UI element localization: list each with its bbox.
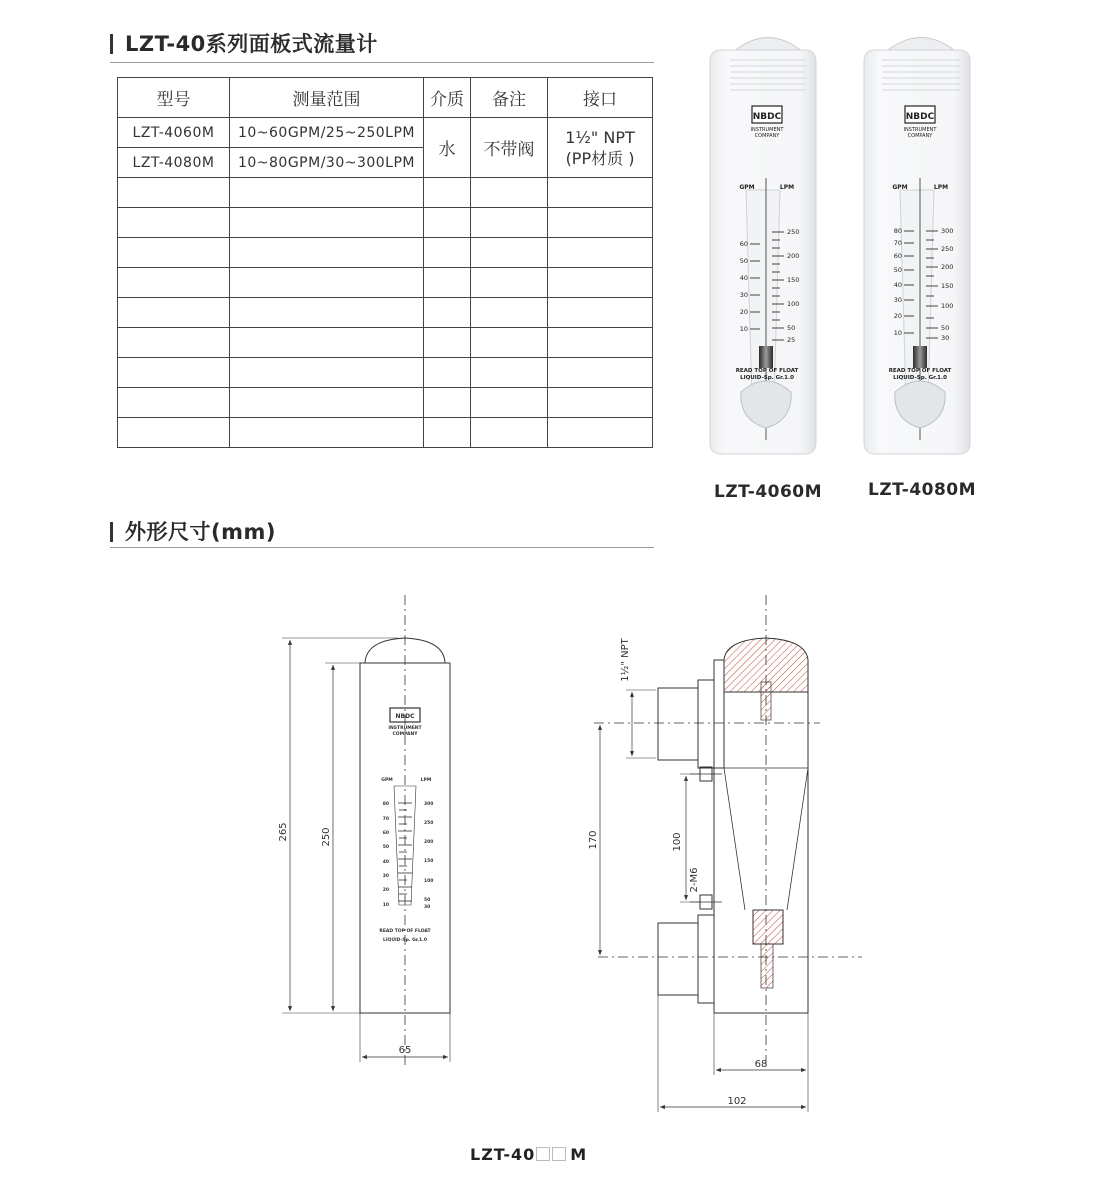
front-lpm-label: 30: [424, 905, 431, 910]
meter1-lpm-label: 150: [787, 276, 800, 284]
header-port: 接口: [548, 78, 653, 118]
front-lpm-label: 150: [424, 859, 434, 864]
meter2-lpm-label: 100: [941, 302, 954, 310]
meter2-read-line2: LIQUID-Sp. Gr.1.0: [893, 375, 947, 381]
meter1-lpm-label: 200: [787, 252, 800, 260]
front-read-line1: READ TOP OF FLOAT: [379, 929, 431, 934]
front-lpm-label: 200: [424, 840, 434, 845]
front-gpm-label: 50: [382, 845, 389, 850]
meter1-gpm-label: 50: [739, 257, 748, 265]
header-model: 型号: [118, 78, 230, 118]
meter2-gpm-label: 70: [893, 239, 902, 247]
meter2-lpm-label: 30: [941, 334, 950, 342]
meter1-unit-left: GPM: [739, 184, 755, 191]
dim-65: 65: [398, 1045, 412, 1056]
port-line1: 1½" NPT: [565, 127, 635, 147]
thread-label: 1½" NPT: [620, 638, 631, 682]
meter1-gpm-label: 20: [739, 308, 748, 316]
header-medium: 介质: [424, 78, 471, 118]
meter2-gpm-label: 30: [893, 296, 902, 304]
meter2-gpm-label: 60: [893, 252, 902, 260]
cell-note: 不带阀: [471, 118, 548, 178]
meter2-lpm-label: 300: [941, 227, 954, 235]
front-view: [282, 595, 450, 1065]
meter1-brand-sub1: INSTRUMENT: [750, 127, 784, 133]
model-suffix: M: [570, 1145, 588, 1164]
meter1-read-line1: READ TOP OF FLOAT: [735, 368, 799, 374]
dim-100: 100: [672, 832, 683, 852]
meter1-lpm-label: 25: [787, 336, 796, 344]
front-unit-left: GPM: [381, 778, 393, 783]
meter2-brand: NBDC: [905, 112, 935, 122]
meter1-gpm-label: 30: [739, 291, 748, 299]
section-title-text: LZT-40系列面板式流量计: [125, 32, 378, 56]
front-lpm-label: 100: [424, 879, 434, 884]
meter1-brand: NBDC: [752, 112, 782, 122]
front-brand-sub2: COMPANY: [392, 732, 418, 737]
model-code-label: [470, 1145, 587, 1164]
meter1-read-line2: LIQUID-Sp. Gr.1.0: [740, 375, 794, 381]
meter1-lpm-label: 50: [787, 324, 796, 332]
cell-model: LZT-4060M: [118, 118, 230, 148]
dim-68: 68: [754, 1059, 768, 1070]
placeholder-box-2: [552, 1147, 566, 1161]
meter2-gpm-label: 40: [893, 281, 902, 289]
product-caption-4080: LZT-4080M: [868, 480, 977, 500]
model-prefix: LZT-40: [470, 1145, 536, 1164]
meter2-read-line1: READ TOP OF FLOAT: [888, 368, 952, 374]
front-gpm-label: 10: [382, 903, 389, 908]
meter2-brand-sub2: COMPANY: [907, 133, 933, 139]
meter2-unit-left: GPM: [892, 184, 908, 191]
meter2-lpm-label: 200: [941, 263, 954, 271]
meter2-gpm-label: 50: [893, 266, 902, 274]
dim-102: 102: [727, 1096, 747, 1107]
front-brand: NBDC: [395, 713, 415, 720]
meter2-gpm-label: 10: [893, 329, 902, 337]
front-brand-sub1: INSTRUMENT: [388, 726, 422, 731]
front-gpm-label: 80: [382, 802, 389, 807]
bolt-label: 2-M6: [689, 867, 700, 893]
header-range: 测量范围: [230, 78, 424, 118]
header-note: 备注: [471, 78, 548, 118]
meter2-unit-right: LPM: [933, 184, 949, 191]
product-caption-4060: LZT-4060M: [714, 482, 823, 502]
front-lpm-label: 300: [424, 802, 434, 807]
front-lpm-label: 250: [424, 821, 434, 826]
cell-range: 10~80GPM/30~300LPM: [230, 148, 424, 178]
front-gpm-label: 30: [382, 874, 389, 879]
dim-170: 170: [588, 830, 599, 850]
meter1-unit-right: LPM: [779, 184, 795, 191]
meter1-lpm-label: 250: [787, 228, 800, 236]
placeholder-box-1: [536, 1147, 550, 1161]
port-line2: (PP材质 ): [565, 148, 635, 168]
meter1-lpm-label: 100: [787, 300, 800, 308]
meter1-brand-sub2: COMPANY: [754, 133, 780, 139]
section-title-text: 外形尺寸(mm): [125, 520, 276, 544]
meter2-gpm-label: 80: [893, 227, 902, 235]
dim-265: 265: [278, 822, 289, 842]
meter2-brand-sub1: INSTRUMENT: [903, 127, 937, 133]
meter1-gpm-label: 40: [739, 274, 748, 282]
front-gpm-label: 60: [382, 831, 389, 836]
meter2-lpm-label: 250: [941, 245, 954, 253]
side-view: [594, 595, 862, 1112]
cell-range: 10~60GPM/25~250LPM: [230, 118, 424, 148]
front-gpm-label: 20: [382, 888, 389, 893]
dim-250: 250: [321, 827, 332, 847]
cell-medium: 水: [424, 118, 471, 178]
meter2-gpm-label: 20: [893, 312, 902, 320]
front-lpm-label: 50: [424, 898, 431, 903]
meter1-gpm-label: 10: [739, 325, 748, 333]
front-read-line2: LIQUID-Sp. Gr.1.0: [382, 938, 428, 943]
meter2-lpm-label: 150: [941, 282, 954, 290]
meter2-lpm-label: 50: [941, 324, 950, 332]
cell-model: LZT-4080M: [118, 148, 230, 178]
front-gpm-label: 40: [382, 860, 389, 865]
front-unit-right: LPM: [420, 778, 432, 783]
front-gpm-label: 70: [382, 817, 389, 822]
meter1-gpm-label: 60: [739, 240, 748, 248]
